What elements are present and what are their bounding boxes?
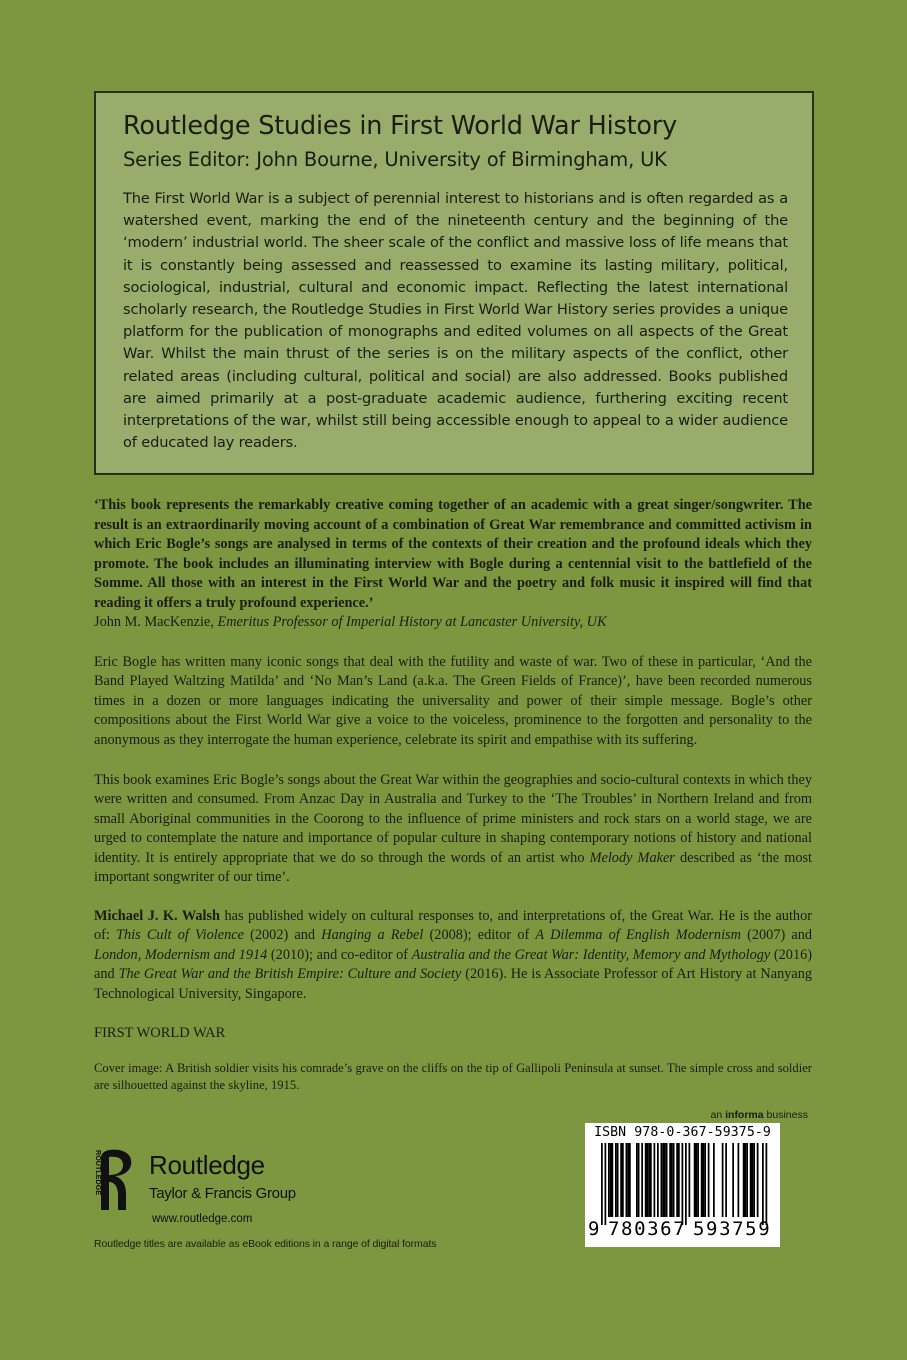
barcode-bar [664,1143,666,1217]
back-cover-text [94,496,812,1094]
barcode-bar [669,1143,671,1217]
series-description: The First World War is a subject of perennial interest to historians and is often regarded as a watershed event, marking the end of the nineteenth century and the beginning of the ‘modern’ industrial world. The sheer scale of the conflict and massive loss of life means that it is constantly being assessed and reassessed to examine its lasting military, political, sociological, industrial, cultural and economic impact. Reflecting the latest international scholarly research, the Routledge Studies in First World War History series provides a unique platform for the publication of monographs and edited volumes on all aspects of the Great War. Whilst the main thrust of the series is on the military aspects of the conflict, other related areas (including cultural, political and social) are also addressed. Books published are aimed primarily at a post-graduate academic audience, furthering exciting recent interpretations of the war, whilst still being accessible enough to appeal to a wider audience of educated lay readers. [123,190,788,452]
book-title: The Great War and the British Empire: Culture and Society [118,966,462,983]
barcode-bar [752,1143,754,1217]
informa-suffix: business [766,1109,808,1121]
barcode-bar [627,1143,629,1217]
publisher-url: www.routledge.com [152,1213,253,1225]
informa-prefix: an [710,1109,723,1121]
barcode-bar [738,1143,740,1217]
barcode-bar [629,1143,631,1217]
barcode-bar [704,1143,706,1217]
subject-category: FIRST WORLD WAR [94,1024,226,1041]
barcode-bar [746,1143,748,1217]
author-name: Michael J. K. Walsh [94,907,220,924]
barcode-bar [682,1143,684,1225]
barcode-bar [620,1143,622,1217]
barcode-bar [666,1143,668,1217]
blurb-text: This book examines Eric Bogle’s songs about the Great War within the geographies and socio-cultural contexts in which they were written and consumed. From Anzac Day in Australia and Turkey to the ‘The Troubles’ in Northern Ireland and from small Aboriginal communities in the Coorong to the influence of prime ministers and rock stars on a world stage, we are urged to contemplate the nature and importance of popular culture in shaping contemporary notions of history and national identity. It is entirely appropriate that we do so through the words of an artist who [94,771,812,866]
barcode-bar [685,1143,687,1225]
barcode-bar [762,1143,764,1225]
series-editor: Series Editor: John Bourne, University of Birmingham, UK [123,148,667,171]
endorsement-quote: ‘This book represents the remarkably creative coming together of an academic with a great singer/songwriter. The result is an extraordinarily moving account of a combination of Great War remembrance and committed activism in which Eric Bogle’s songs are analysed in terms of the contexts of their creation and the profound ideals which they promote. The book includes an illuminating interview with Bogle during a centennial visit to the battlefield of the Somme. All those with an interest in the First World War and the poetry and folk music it inspired will find that reading it offers a truly profound experience.’ [94,497,812,611]
barcode-bar [601,1143,603,1225]
barcode-bar [622,1143,624,1217]
barcode-bar [608,1143,610,1217]
blurb-text: described as ‘the most important songwriter of our time’. [94,849,813,886]
barcode-bar [636,1143,638,1217]
barcode-bar [650,1143,652,1217]
endorsement-author: John M. MacKenzie, [94,614,214,631]
barcode-bar [626,1143,628,1217]
barcode-bars [585,1143,780,1225]
barcode-bar [645,1143,647,1217]
barcode-bar [641,1143,643,1217]
bio-text: has published widely on cultural responses to, and interpretations of, the Great War. He is the author of: [94,907,812,944]
barcode-bar [725,1143,727,1217]
publisher-name: Routledge [149,1150,265,1180]
cover-image-credit: Cover image: A British soldier visits his comrade’s grave on the cliffs on the tip of Gallipoli Peninsula at sunset. The simple cross and soldier are silhouetted against the skyline, 1915. [94,1061,812,1093]
barcode-bar [689,1143,691,1217]
barcode-bar [676,1143,678,1217]
book-title: This Cult of Violence [116,927,244,944]
isbn-label: ISBN 978-0-367-59375-9 [594,1125,771,1140]
barcode-bar [612,1143,614,1217]
barcode-bar [648,1143,650,1217]
barcode-bar [617,1143,619,1217]
barcode-bar [766,1143,768,1225]
bio-text: (2007) and [747,927,813,944]
ebook-availability-note: Routledge titles are available as eBook editions in a range of digital formats [94,1238,437,1250]
routledge-r-icon [93,1148,137,1212]
blurb-paragraph-2 [94,771,812,888]
informa-tagline [711,1109,809,1121]
endorsement-affiliation: Emeritus Professor of Imperial History at Lancaster University, UK [217,614,607,631]
barcode-digits-left: 780367 [608,1218,687,1240]
publisher-group: Taylor & Francis Group [149,1185,296,1202]
barcode-bar [753,1143,755,1217]
barcode-bar [745,1143,747,1217]
blurb-magazine-title: Melody Maker [589,849,675,866]
barcode-bar [694,1143,696,1217]
barcode-bar [722,1143,724,1217]
book-title: Hanging a Rebel [321,927,424,944]
barcode-digits-right: 593759 [693,1218,772,1240]
barcode-bar [605,1143,607,1225]
bio-text: (2002) and [250,927,316,944]
barcode-bar [750,1143,752,1217]
bio-text: (2016). He is Associate Professor of Art History at Nanyang Technological University, Singapore. [94,966,813,1003]
barcode-bar [673,1143,675,1217]
barcode-bar [701,1143,703,1217]
series-title: Routledge Studies in First World War History [123,111,677,141]
barcode-bar [610,1143,612,1217]
barcode-bar [615,1143,617,1217]
series-box [94,91,814,475]
routledge-vertical-wordmark: ROUTLEDGE [94,1150,103,1196]
book-title: A Dilemma of English Modernism [535,927,741,944]
barcode-bar [732,1143,734,1217]
book-title: London, Modernism and 1914 [94,946,268,963]
barcode-bar [638,1143,640,1217]
bio-text: (2010); and co-editor of [270,946,408,963]
barcode-bar [697,1143,699,1217]
blurb-paragraph-1: Eric Bogle has written many iconic songs that deal with the futility and waste of war. Two of these in particular, ‘And the Band Played Waltzing Matilda’ and ‘No Man’s Land (a.k.a. The Green Fields of France)’, have been recorded numerous times in a dozen or more languages indicating the universality and power of their simple message. Bogle’s other compositions about the First World War give a voice to the voiceless, prominence to the forgotten and personality to the anonymous as they interrogate the human experience, celebrate its spirit and empathise with its suffering. [94,653,812,749]
informa-brand: informa [725,1109,764,1121]
barcode-bar [678,1143,680,1217]
barcode-bar [743,1143,745,1217]
barcode-bar [713,1143,715,1217]
barcode-bar [757,1143,759,1217]
barcode-bar [657,1143,659,1217]
isbn-barcode [585,1123,780,1247]
barcode-bar [703,1143,705,1217]
barcode-digit-first: 9 [588,1218,600,1240]
barcode-bar [661,1143,663,1217]
book-title: Australia and the Great War: Identity, Memory and Mythology [411,946,771,963]
bio-text: (2016) and [94,946,813,983]
barcode-bar [654,1143,656,1217]
barcode-bar [696,1143,698,1217]
barcode-bar [671,1143,673,1217]
barcode-bar [662,1143,664,1217]
barcode-bar [647,1143,649,1217]
routledge-logo [93,1148,393,1238]
endorsement-attribution [94,613,812,633]
author-bio [94,907,812,1005]
bio-text: (2008); editor of [429,927,530,944]
barcode-bar [708,1143,710,1217]
